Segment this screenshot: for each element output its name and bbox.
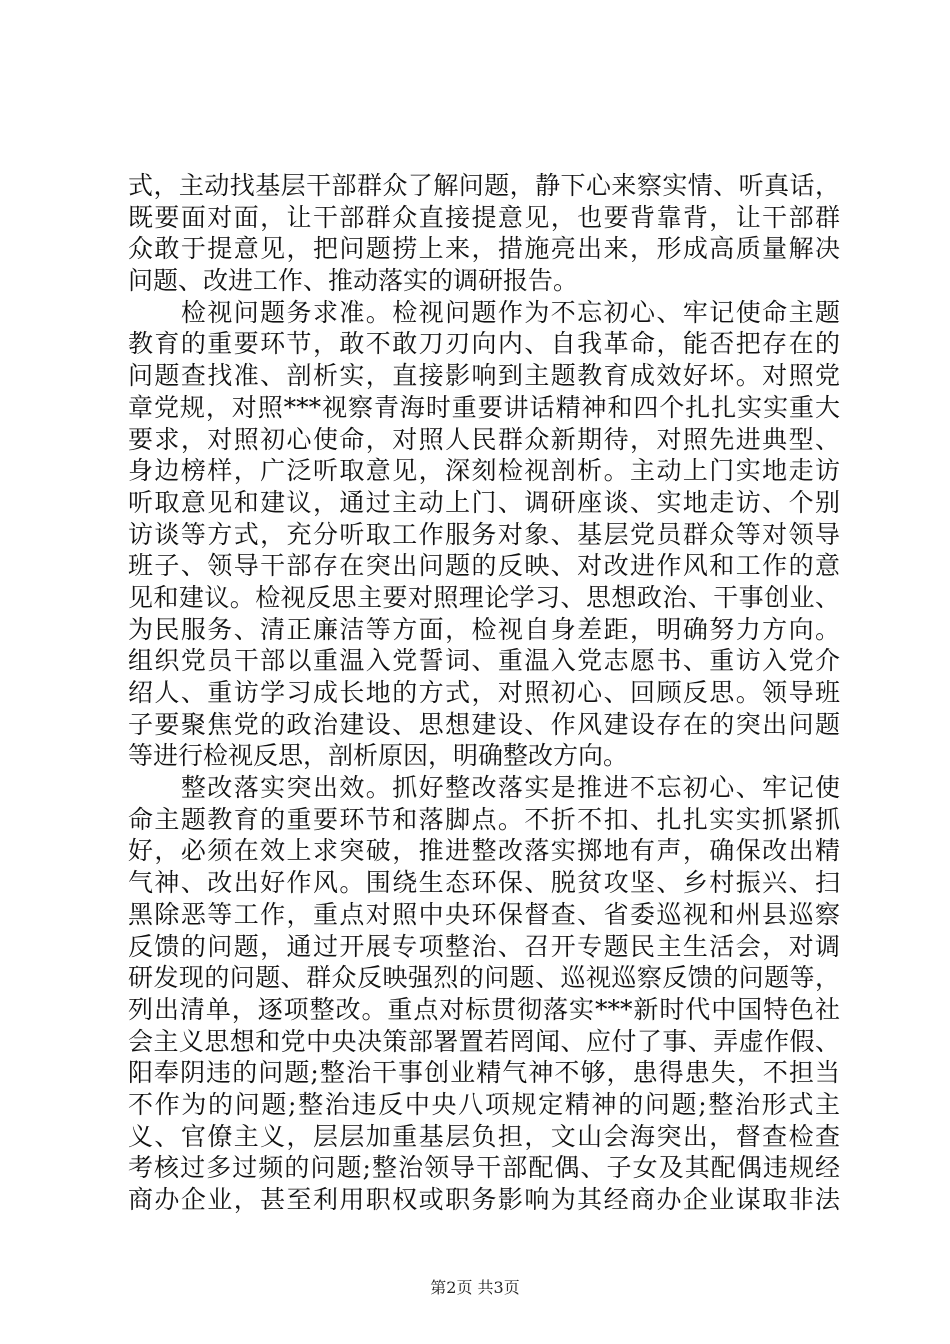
text-line: 访谈等方式，充分听取工作服务对象、基层党员群众等对领导 <box>128 519 840 549</box>
text-line: 义、官僚主义，层层加重基层负担，文山会海突出，督查检查 <box>128 1121 840 1151</box>
text-line: 等进行检视反思，剖析原因，明确整改方向。 <box>128 741 629 771</box>
text-line: 命主题教育的重要环节和落脚点。不折不扣、扎扎实实抓紧抓 <box>128 804 840 834</box>
text-line: 气神、改出好作风。围绕生态环保、脱贫攻坚、乡村振兴、扫 <box>128 868 840 898</box>
text-line: 子要聚焦党的政治建设、思想建设、作风建设存在的突出问题 <box>128 709 840 739</box>
text-line: 整改落实突出效。抓好整改落实是推进不忘初心、牢记使 <box>128 773 840 803</box>
text-line: 问题查找准、剖析实，直接影响到主题教育成效好坏。对照党 <box>128 361 840 391</box>
page-number-footer: 第2页 共3页 <box>430 1278 520 1297</box>
text-line: 见和建议。检视反思主要对照理论学习、思想政治、干事创业、 <box>128 582 840 612</box>
text-line: 列出清单，逐项整改。重点对标贯彻落实***新时代中国特色社 <box>128 994 840 1024</box>
text-line: 为民服务、清正廉洁等方面，检视自身差距，明确努力方向。 <box>128 614 840 644</box>
text-line: 好，必须在效上求突破，推进整改落实掷地有声，确保改出精 <box>128 836 840 866</box>
body-text <box>128 170 840 1216</box>
text-line: 众敢于提意见，把问题捞上来，措施亮出来，形成高质量解决 <box>128 234 840 264</box>
text-line: 教育的重要环节，敢不敢刀刃向内、自我革命，能否把存在的 <box>128 329 840 359</box>
text-line: 反馈的问题，通过开展专项整治、召开专题民主生活会，对调 <box>128 931 840 961</box>
text-line: 式，主动找基层干部群众了解问题，静下心来察实情、听真话， <box>128 171 840 200</box>
text-line: 班子、领导干部存在突出问题的反映、对改进作风和工作的意 <box>128 551 840 581</box>
text-line: 要求，对照初心使命，对照人民群众新期待，对照先进典型、 <box>128 424 840 454</box>
text-line: 商办企业，甚至利用职权或职务影响为其经商办企业谋取非法 <box>128 1185 840 1214</box>
text-line: 黑除恶等工作，重点对照中央环保督查、省委巡视和州县巡察 <box>128 899 840 929</box>
text-line: 考核过多过频的问题;整治领导干部配偶、子女及其配偶违规经 <box>128 1153 840 1183</box>
text-line: 检视问题务求准。检视问题作为不忘初心、牢记使命主题 <box>128 297 840 327</box>
text-line: 研发现的问题、群众反映强烈的问题、巡视巡察反馈的问题等， <box>128 963 840 993</box>
text-line: 不作为的问题;整治违反中央八项规定精神的问题;整治形式主 <box>128 1089 840 1119</box>
text-line: 身边榜样，广泛听取意见，深刻检视剖析。主动上门实地走访 <box>128 456 840 486</box>
text-line: 既要面对面，让干部群众直接提意见，也要背靠背，让干部群 <box>128 202 840 232</box>
text-line: 问题、改进工作、推动落实的调研报告。 <box>128 266 579 296</box>
text-line: 绍人、重访学习成长地的方式，对照初心、回顾反思。领导班 <box>128 678 840 707</box>
text-line: 章党规，对照***视察青海时重要讲话精神和四个扎扎实实重大 <box>128 392 840 422</box>
text-line: 会主义思想和党中央决策部署置若罔闻、应付了事、弄虚作假、 <box>128 1026 840 1056</box>
text-line: 组织党员干部以重温入党誓词、重温入党志愿书、重访入党介 <box>128 646 840 676</box>
text-line: 听取意见和建议，通过主动上门、调研座谈、实地走访、个别 <box>128 487 840 517</box>
text-line: 阳奉阴违的问题;整治干事创业精气神不够，患得患失，不担当 <box>128 1058 840 1088</box>
